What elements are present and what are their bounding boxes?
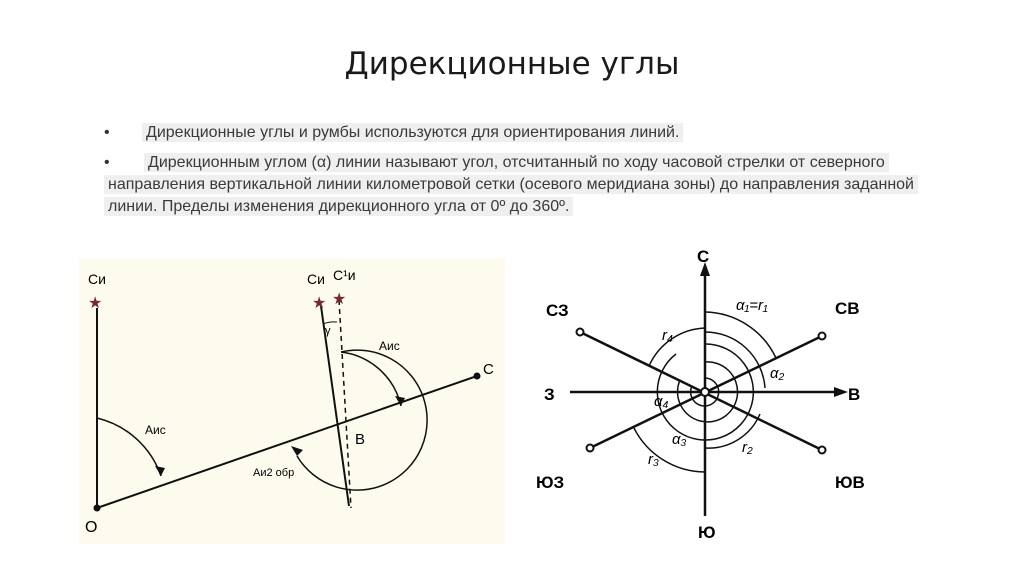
- right-diagram-svg: [530, 248, 880, 544]
- star-icon: ★: [88, 295, 103, 312]
- bullet-item: [104, 152, 944, 218]
- label-a4: α₄: [654, 393, 669, 410]
- label-point-c: С: [483, 361, 494, 378]
- bullet-list: [104, 122, 944, 226]
- label-a-oc: Аис: [145, 423, 166, 437]
- left-diagram: [79, 258, 505, 544]
- point-c-dot: [474, 373, 481, 380]
- label-north: С: [697, 248, 710, 266]
- star-icon: ★: [332, 291, 347, 308]
- bullet-dot: •: [104, 124, 110, 141]
- label-se: ЮВ: [835, 473, 865, 492]
- label-r4: r₄: [662, 327, 674, 344]
- bullet-dot: •: [104, 154, 110, 171]
- label-c-left: Си: [88, 271, 106, 287]
- slide-title: Дирекционные углы: [344, 46, 680, 82]
- bullet-item: [104, 122, 944, 144]
- label-c-mid: Си: [307, 271, 325, 287]
- label-gamma: γ: [325, 325, 331, 337]
- arc-r3: [633, 426, 705, 472]
- label-a-bc: Аис: [379, 339, 400, 353]
- point-o: [94, 505, 101, 512]
- right-diagram: [530, 248, 880, 544]
- label-sw: ЮЗ: [536, 473, 565, 492]
- arc-r4: [649, 328, 705, 366]
- east-arrow-icon: [834, 387, 848, 397]
- label-r3: r₃: [648, 451, 659, 468]
- label-south: Ю: [698, 523, 716, 542]
- label-nw: СЗ: [546, 301, 569, 320]
- label-a-back: Аи2 обр: [253, 467, 295, 479]
- label-point-b: В: [355, 431, 366, 448]
- label-a2: α₂: [770, 365, 785, 382]
- star-icon: ★: [312, 295, 327, 312]
- label-east: В: [848, 385, 861, 404]
- arc-back-azimuth: [297, 350, 427, 490]
- label-west: З: [544, 385, 555, 404]
- arc-a1: [705, 312, 776, 358]
- bullet-text: Дирекционным углом (α) линии называют угол, отсчитанный по ходу часовой стрелки от северного направления вертикальной линии километровой сетки (осевого меридиана зоны) до направления заданной линии. Пределы изменения дирекционного угла от 0º до 360º.: [104, 153, 918, 216]
- label-a3: α₃: [672, 431, 687, 448]
- label-ne: СВ: [835, 299, 860, 318]
- bullet-text: Дирекционные углы и румбы используются для ориентирования линий.: [142, 123, 683, 142]
- line-oc: [97, 376, 477, 508]
- label-a1: α₁=r₁: [736, 297, 768, 314]
- label-r2: r₂: [742, 439, 753, 456]
- label-origin: О: [85, 519, 98, 536]
- label-c-prime: C¹и: [333, 267, 356, 283]
- left-diagram-svg: [79, 258, 505, 544]
